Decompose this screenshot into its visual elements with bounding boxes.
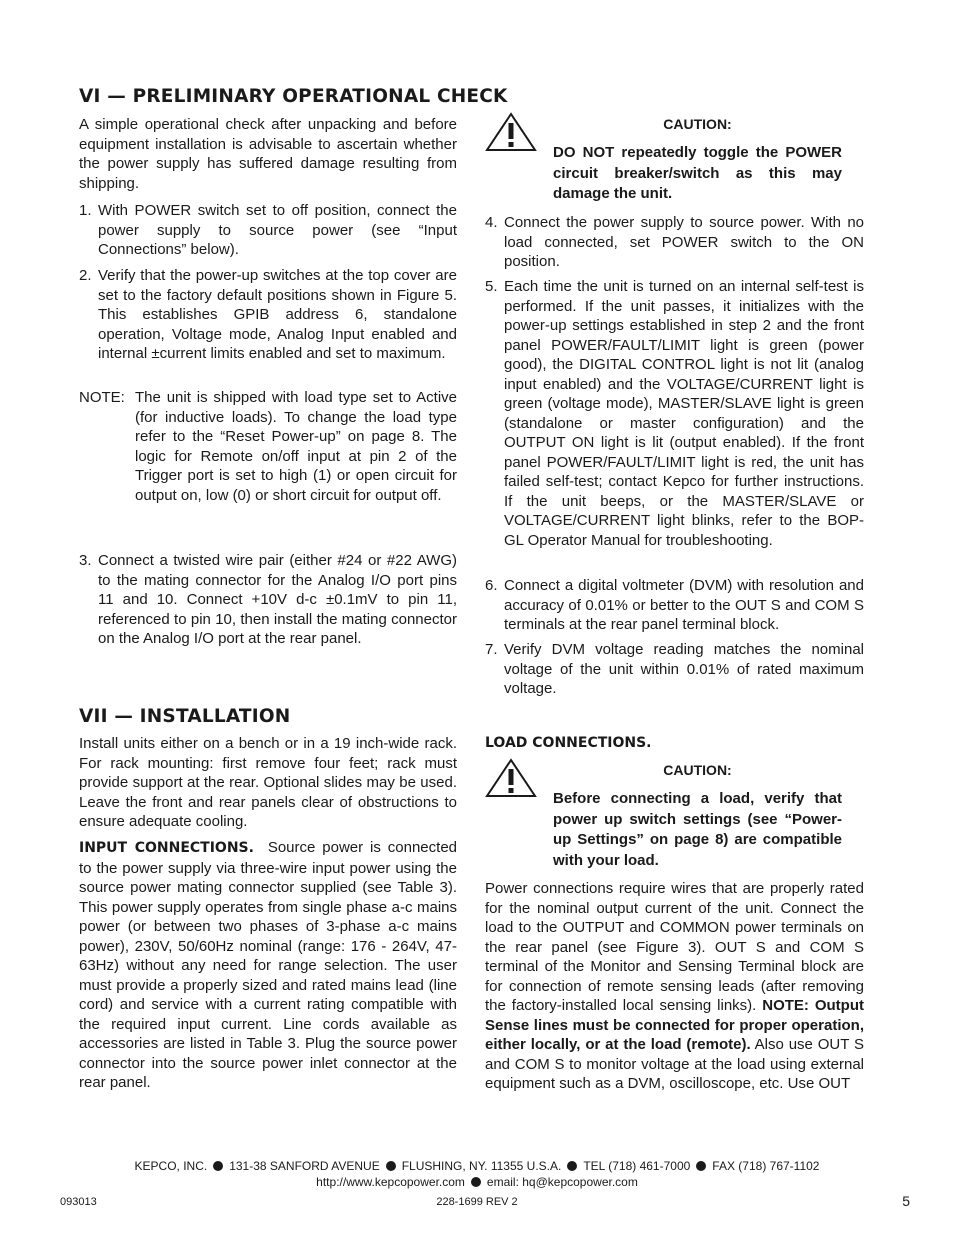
section-6-intro: A simple operational check after unpacking and before equipment installation is advisable to ascertain whether the power supply has suffered damage resulting from shipping.	[79, 116, 457, 192]
step-6	[485, 576, 864, 635]
bullet-icon	[386, 1161, 396, 1171]
bullet-icon	[213, 1161, 223, 1171]
step-number: 7.	[485, 641, 498, 658]
section-7-title: VII — INSTALLATION	[79, 706, 291, 727]
section-6-title: VI — PRELIMINARY OPERATIONAL CHECK	[79, 86, 508, 107]
footer-fax: FAX (718) 767-1102	[712, 1159, 820, 1173]
footer-date-code: 093013	[60, 1196, 97, 1208]
footer-company: KEPCO, INC.	[134, 1159, 208, 1173]
caution-text: DO NOT repeatedly toggle the POWER circuit breaker/switch as this may damage the unit.	[553, 144, 842, 202]
step-number: 3.	[79, 552, 92, 569]
step-number: 4.	[485, 214, 498, 231]
bullet-icon	[696, 1161, 706, 1171]
load-connections-heading: LOAD CONNECTIONS.	[485, 735, 652, 751]
caution-text: Before connecting a load, verify that power up switch settings (see “Power-up Settings” on page 8) are compatible with your load.	[553, 790, 842, 869]
load-text-b: Also use OUT S and COM S to monitor voltage at the load using external equipment such as a DVM, oscilloscope, etc. Use OUT	[485, 1036, 865, 1092]
caution-title: CAUTION:	[663, 116, 732, 132]
input-connections-text: Source power is connected to the power supply via three-wire input power using the source power mating connector supplied (see Table 3). This power supply operates from single phase a-c mains power (or between two phases of 3-phase a-c mains power), 230V, 50/60Hz nominal (range: 176 - 264V, 47-63Hz) without any need for range selection. The user must provide a properly sized and rated mains lead (line cord) and service with a current rating compatible with the required input current. Line cords available as accessories are listed in Table 3. Plug the source power connector into the source power inlet connector at the rear panel.	[79, 839, 457, 1091]
step-text: Connect a twisted wire pair (either #24 or #22 AWG) to the mating connector for the Analog I/O port pins 11 and 10. Connect +10V d-c ±0.1mV to pin 11, referenced to pin 10, then install the mating connector on the Analog I/O port at the rear panel.	[98, 552, 457, 647]
note-text: The unit is shipped with load type set to Active (for inductive loads). To change the load type refer to the “Reset Power-up” on page 8. The logic for Remote on/off input at pin 2 of the Trigger port is set to high (1) or open circuit for output on, low (0) or short circuit for output off.	[135, 389, 457, 504]
step-text: Connect the power supply to source power. With no load connected, set POWER switch to the ON position.	[504, 214, 864, 270]
step-3	[79, 551, 457, 649]
footer-web[interactable]: http://www.kepcopower.com	[316, 1175, 465, 1189]
warning-triangle-icon	[485, 112, 537, 152]
step-text: Connect a digital voltmeter (DVM) with resolution and accuracy of 0.01% or better to the OUT S and COM S terminals at the rear panel terminal block.	[504, 577, 864, 633]
footer-address-line	[0, 1159, 954, 1173]
note-block	[79, 388, 457, 505]
step-text: Verify DVM voltage reading matches the nominal voltage of the unit within 0.01% of rated maximum voltage.	[504, 641, 864, 697]
step-text: Verify that the power-up switches at the top cover are set to the factory default positions shown in Figure 5. This establishes GPIB address 6, standalone operation, Voltage mode, Analog Input enabled and internal ±current limits enabled and set to maximum.	[98, 267, 457, 362]
step-4	[485, 213, 864, 272]
step-7	[485, 640, 864, 699]
footer-street: 131-38 SANFORD AVENUE	[229, 1159, 380, 1173]
note-label: NOTE:	[79, 389, 125, 406]
footer-tel: TEL (718) 461-7000	[583, 1159, 691, 1173]
step-2	[79, 266, 457, 364]
step-number: 6.	[485, 577, 498, 594]
step-text: Each time the unit is turned on an internal self-test is performed. If the unit passes, it initializes with the power-up settings established in step 2 and the front panel POWER/FAULT/LIMIT light is green (power good), the DIGITAL CONTROL light is not lit (analog input enabled) and the VOLTAGE/CURRENT light is green (voltage mode), MASTER/SLAVE light is green (standalone or master configuration) and the OUTPUT ON light is lit (output enabled). If the front panel POWER/FAULT/LIMIT light is red, the unit has failed self-test; contact Kepco for further instructions. If the unit beeps, or the MASTER/SLAVE or VOLTAGE/CURRENT light blinks, refer to the BOP-GL Operator Manual for troubleshooting.	[504, 278, 864, 549]
input-connections-paragraph	[79, 838, 457, 1093]
step-1	[79, 201, 457, 260]
load-text-note: NOTE: Output Sense lines must be connected for proper operation, either locally, or at the load (remote).	[485, 997, 864, 1053]
step-text: With POWER switch set to off position, connect the power supply to source power (see “Input Connections” below).	[98, 202, 457, 258]
section-7-intro: Install units either on a bench or in a 19 inch-wide rack. For rack mounting: first remove four feet; rack must provide support at the rear. Optional slides may be used. Leave the front and rear panels clear of obstructions to ensure adequate cooling.	[79, 735, 457, 830]
load-text-a: Power connections require wires that are properly rated for the nominal output current of the unit. Connect the load to the OUTPUT and COMMON power terminals on the rear panel (see Figure 3). OUT S and COM S terminal of the Monitor and Sensing Terminal block are for connection of remote sensing leads (after removing the factory-installed local sensing links).	[485, 880, 864, 1014]
bullet-icon	[567, 1161, 577, 1171]
step-number: 5.	[485, 278, 498, 295]
step-5	[485, 277, 864, 550]
load-connections-paragraph	[485, 879, 864, 1094]
footer-email[interactable]: email: hq@kepcopower.com	[486, 1175, 638, 1189]
step-number: 2.	[79, 267, 92, 284]
warning-triangle-icon	[485, 758, 537, 798]
footer-contact-line	[0, 1175, 954, 1189]
caution-title: CAUTION:	[663, 762, 732, 778]
bullet-icon	[471, 1177, 481, 1187]
footer-city: FLUSHING, NY. 11355 U.S.A.	[401, 1159, 562, 1173]
footer-doc-number: 228-1699 REV 2	[436, 1196, 518, 1208]
page-number: 5	[902, 1193, 910, 1209]
input-connections-heading: INPUT CONNECTIONS.	[79, 840, 254, 856]
step-number: 1.	[79, 202, 92, 219]
